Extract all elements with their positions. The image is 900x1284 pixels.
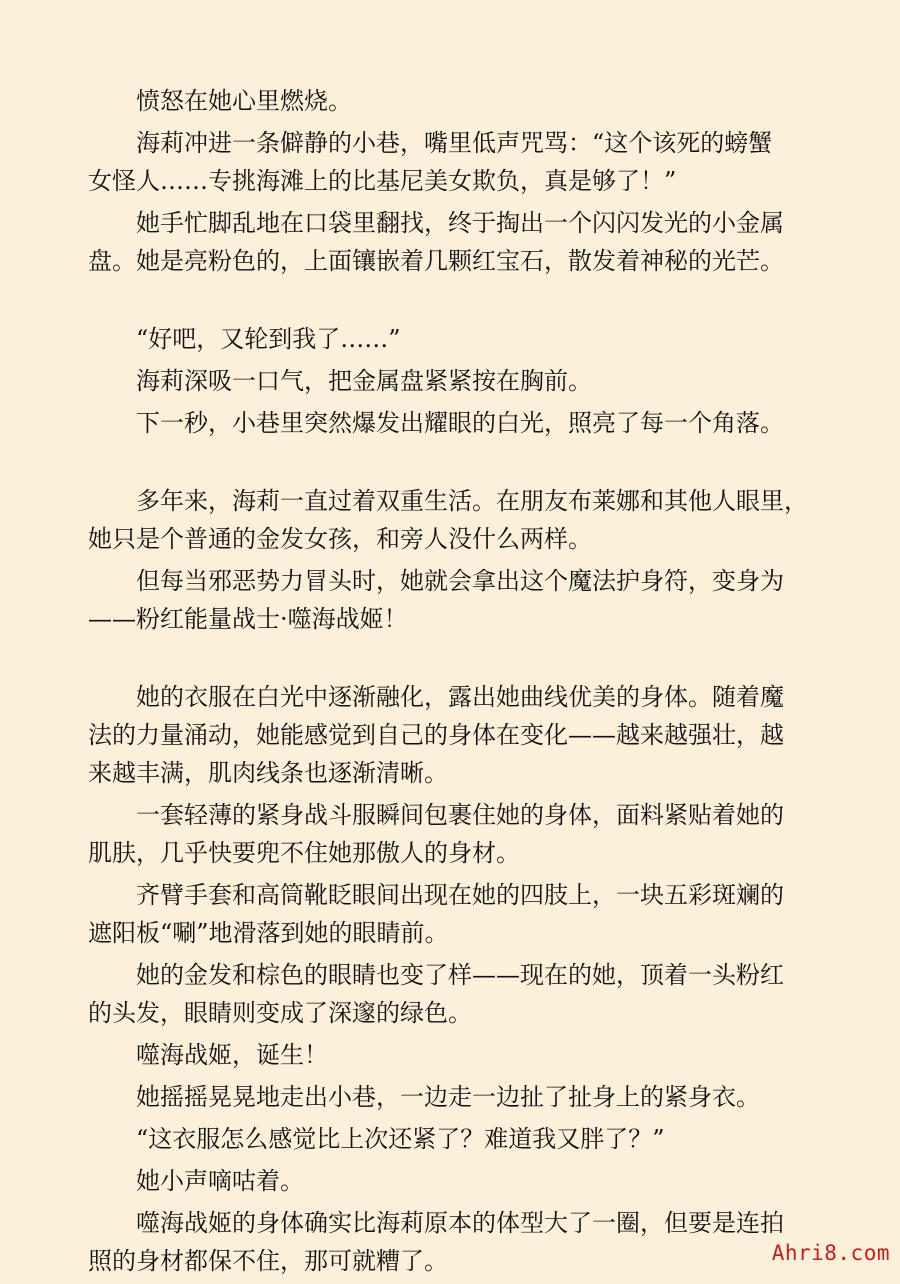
paragraph: 愤怒在她心里燃烧。 (136, 87, 352, 115)
paragraph: “好吧，又轮到我了……” (136, 325, 401, 353)
paragraph: “这衣服怎么感觉比上次还紧了？难道我又胖了？” (136, 1125, 665, 1153)
paragraph: 海莉深吸一口气，把金属盘紧紧按在胸前。 (136, 367, 592, 395)
paragraph: 她的衣服在白光中逐渐融化，露出她曲线优美的身体。随着魔 法的力量涌动，她能感觉到自己的身体在变化——越来越强壮，越 来越丰满，肌肉线条也逐渐清晰。 (88, 683, 784, 787)
paragraph: 多年来，海莉一直过着双重生活。在朋友布莱娜和其他人眼里， 她只是个普通的金发女孩，和旁人没什么两样。 (88, 487, 808, 553)
paragraph: 她小声嘀咕着。 (136, 1167, 304, 1195)
paragraph: 噬海战姬的身体确实比海莉原本的体型大了一圈，但要是连拍 照的身材都保不住，那可就糟了。 (88, 1209, 784, 1275)
paragraph: 一套轻薄的紧身战斗服瞬间包裹住她的身体，面料紧贴着她的 肌肤，几乎快要兜不住她那傲人的身材。 (88, 801, 784, 867)
paragraph: 但每当邪恶势力冒头时，她就会拿出这个魔法护身符，变身为 ——粉红能量战士·噬海战姬！ (88, 567, 784, 633)
paragraph: 她手忙脚乱地在口袋里翻找，终于掏出一个闪闪发光的小金属 盘。她是亮粉色的，上面镶嵌着几颗红宝石，散发着神秘的光芒。 (88, 209, 784, 275)
paragraph: 齐臂手套和高筒靴眨眼间出现在她的四肢上，一块五彩斑斓的 遮阳板“唰”地滑落到她的眼睛前。 (88, 881, 784, 947)
paragraph: 她摇摇晃晃地走出小巷，一边走一边扯了扯身上的紧身衣。 (136, 1083, 760, 1111)
watermark: Ahri8.com (771, 1241, 890, 1265)
paragraph: 下一秒，小巷里突然爆发出耀眼的白光，照亮了每一个角落。 (136, 409, 784, 437)
paragraph: 噬海战姬，诞生！ (136, 1041, 328, 1069)
paragraph: 她的金发和棕色的眼睛也变了样——现在的她，顶着一头粉红 的头发，眼睛则变成了深邃的绿色。 (88, 961, 784, 1027)
paragraph: 海莉冲进一条僻静的小巷，嘴里低声咒骂：“这个该死的螃蟹 女怪人……专挑海滩上的比基尼美女欺负，真是够了！” (88, 129, 773, 195)
document-page (88, 82, 814, 1284)
